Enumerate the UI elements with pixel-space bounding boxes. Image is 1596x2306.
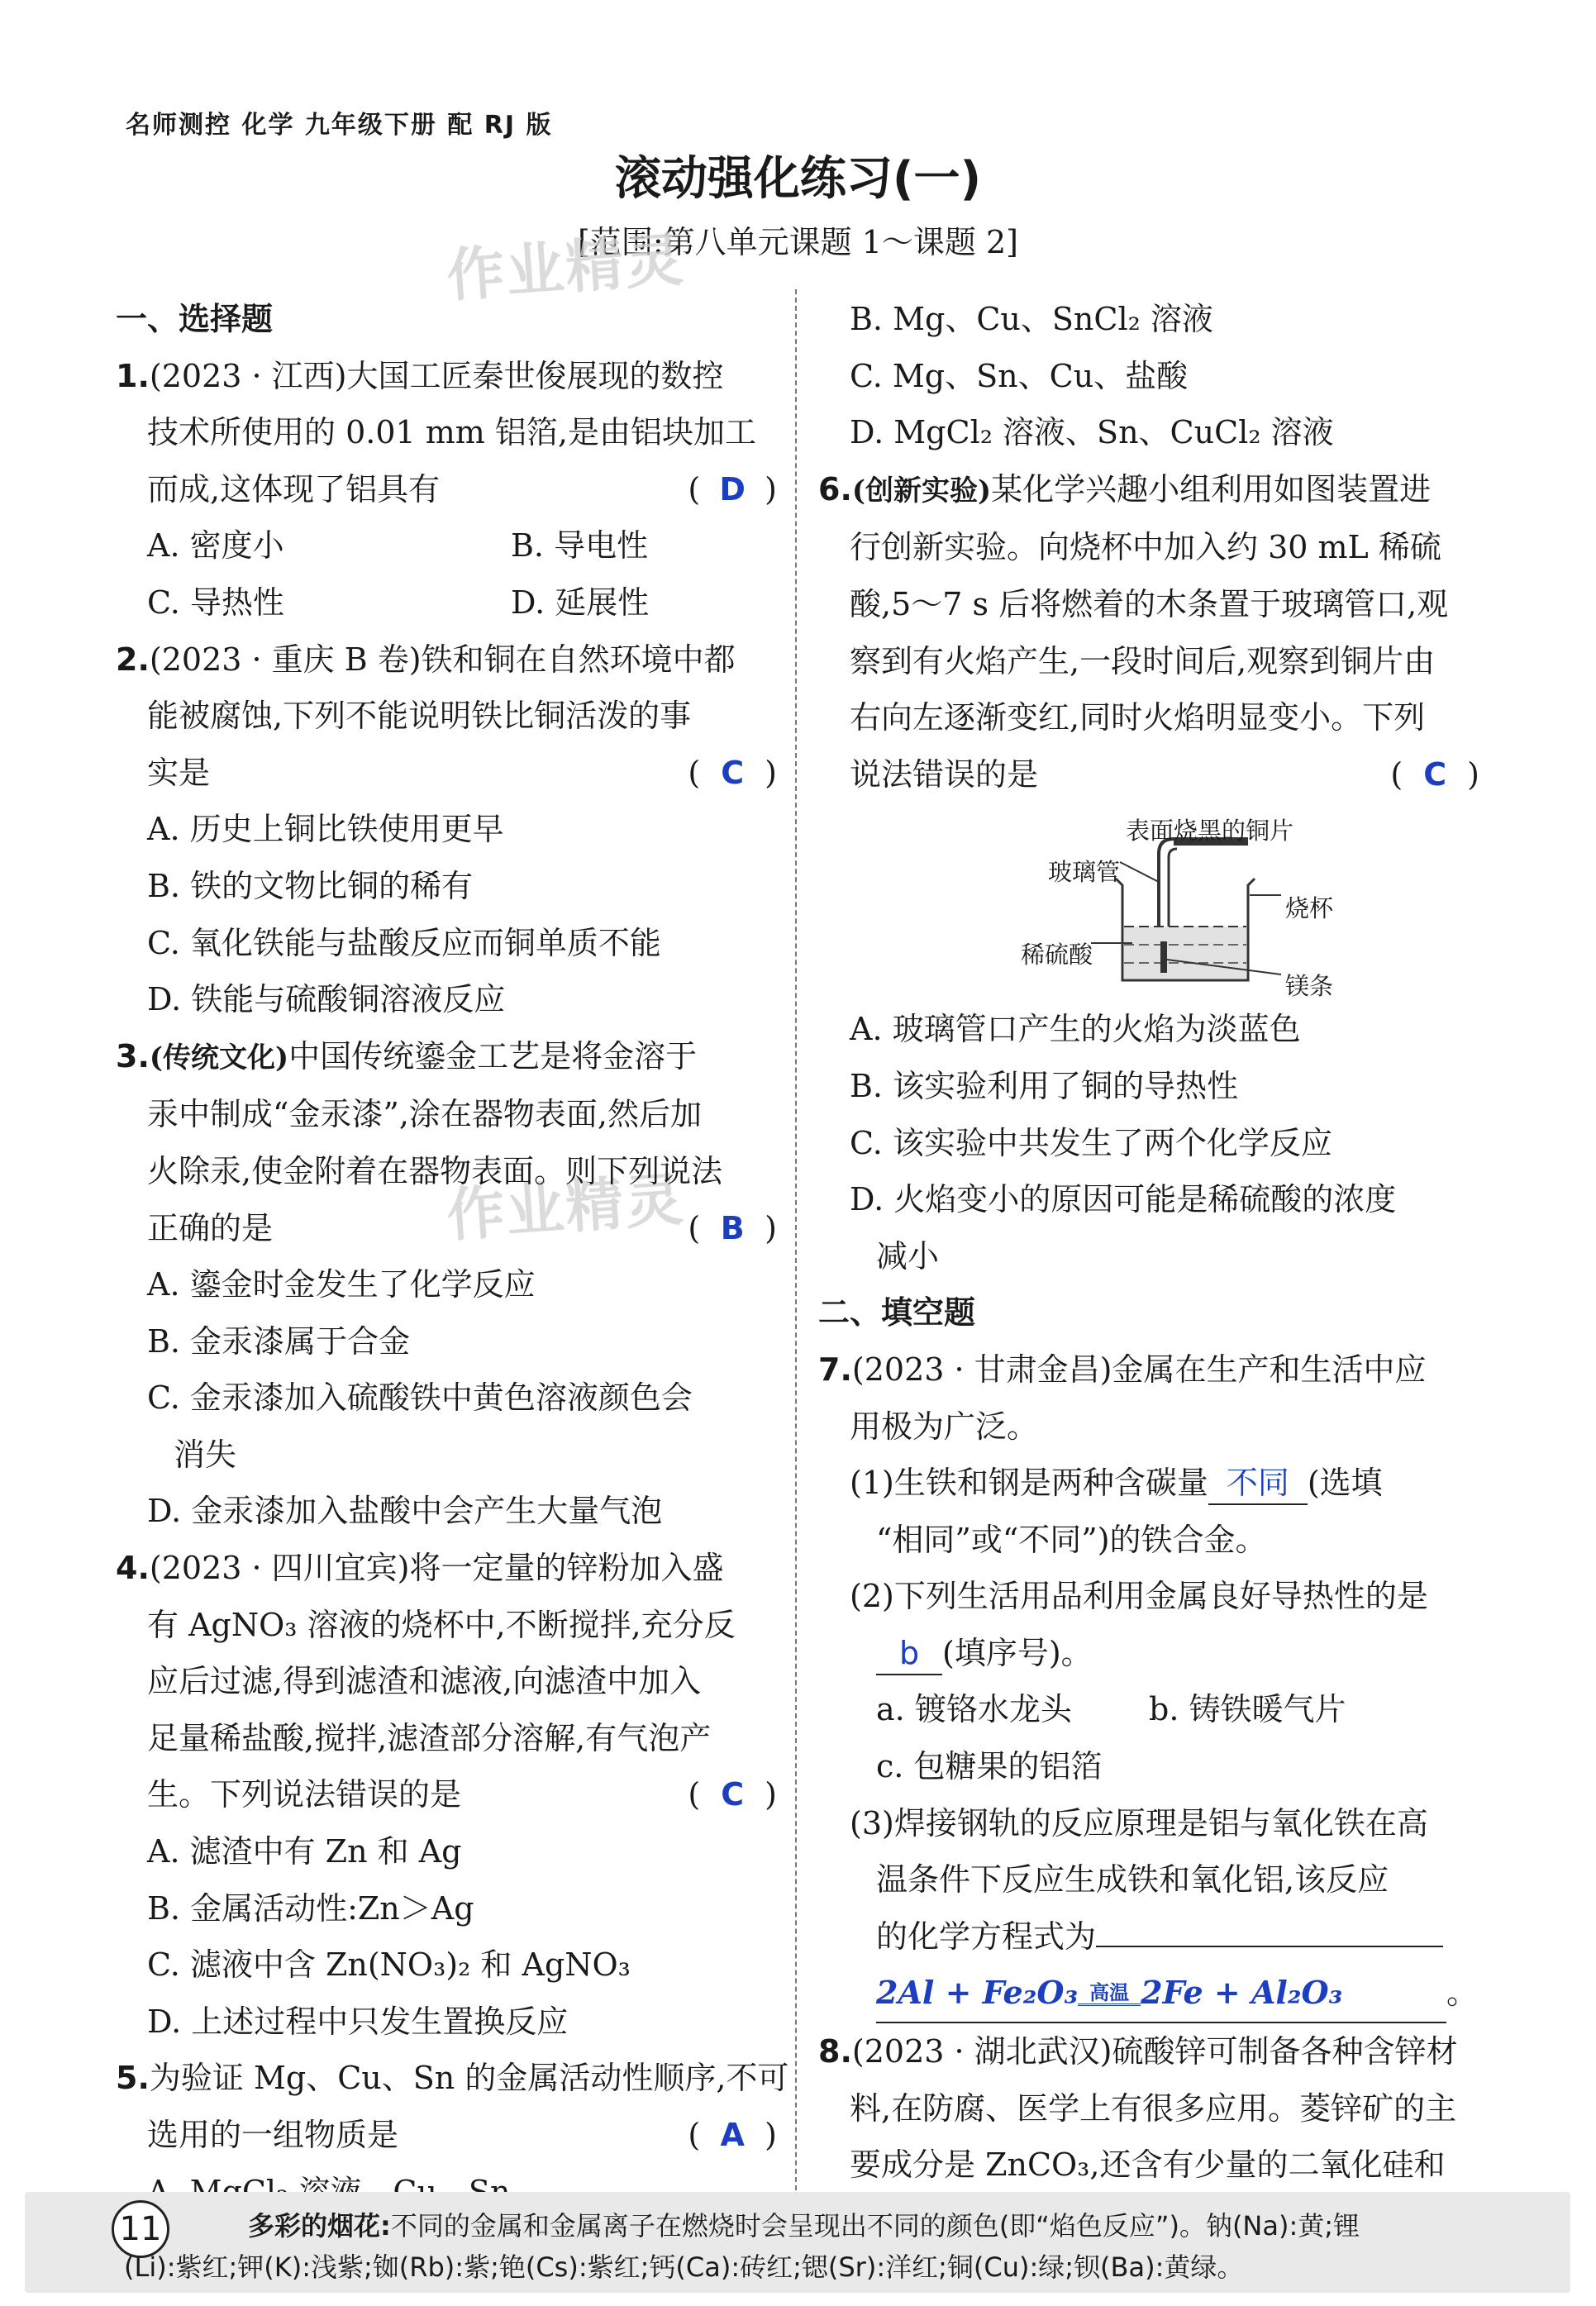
label-copper: 表面烧黑的铜片 xyxy=(1126,817,1294,846)
equals-line xyxy=(1078,2003,1141,2009)
q1-line: 技术所使用的 0.01 mm 铝箔,是由铝块加工 xyxy=(147,414,756,451)
q7-p2-answer: b xyxy=(876,1632,942,1675)
q8-number: 8. xyxy=(818,2033,852,2070)
q1-line xyxy=(116,461,777,518)
column-divider xyxy=(795,289,797,2199)
watermark: 作业精灵 xyxy=(444,226,687,310)
option: C. 该实验中共发生了两个化学反应 xyxy=(850,1124,1332,1161)
page-title: 滚动强化练习(一) xyxy=(614,152,982,206)
q6-line: 行创新实验。向烧杯中加入约 30 mL 稀硫 xyxy=(850,529,1441,566)
q8-line xyxy=(818,2023,1479,2080)
option: C. 导热性 xyxy=(147,584,284,621)
equation-left: 2Al + Fe₂O₃ xyxy=(876,1974,1079,2012)
page-number: 11 xyxy=(112,2200,169,2258)
option: D. 火焰变小的原因可能是稀硫酸的浓度 xyxy=(850,1181,1397,1218)
condition-text: 高温 xyxy=(1089,1980,1130,2005)
option: B. 该实验利用了铜的导热性 xyxy=(850,1067,1239,1104)
q5-line xyxy=(116,2050,789,2107)
q3-answer: B xyxy=(720,1209,745,1246)
q7-line xyxy=(818,1341,1479,1398)
q1-number: 1. xyxy=(116,357,150,394)
q3-line: 汞中制成“金汞漆”,涂在器物表面,然后加 xyxy=(147,1096,703,1133)
q4-line: 应后过滤,得到滤渣和滤液,向滤渣中加入 xyxy=(147,1663,702,1700)
q3-line xyxy=(116,1028,777,1087)
experiment-diagram xyxy=(818,803,1479,1001)
option: C. Mg、Sn、Cu、盐酸 xyxy=(850,357,1189,394)
q3-text: 中国传统鎏金工艺是将金溶于 xyxy=(288,1037,698,1074)
q1-line xyxy=(116,348,777,405)
q3-number: 3. xyxy=(116,1037,150,1074)
q3-tag: (传统文化) xyxy=(149,1041,289,1074)
option: C. 金汞漆加入硫酸铁中黄色溶液颜色会 xyxy=(147,1379,693,1417)
answer-bracket: ( B ) xyxy=(688,1200,777,1257)
option: D. 延展性 xyxy=(511,584,650,621)
q4-line xyxy=(116,1540,777,1597)
q7-line: 用极为广泛。 xyxy=(850,1408,1039,1445)
option: A. 玻璃管口产生的火焰为淡蓝色 xyxy=(850,1011,1301,1048)
equation-blank xyxy=(876,1965,1446,2023)
q7-equation-line xyxy=(818,1965,1479,2023)
q7-text: (选填 xyxy=(1307,1465,1383,1502)
q2-line xyxy=(116,631,777,688)
q2-text: (2023 · 重庆 B 卷)铁和铜在自然环境中都 xyxy=(149,641,736,678)
leader-line xyxy=(1120,862,1159,882)
section-heading: 一、选择题 xyxy=(116,301,274,337)
option: A. 密度小 xyxy=(147,527,284,565)
q4-line: 足量稀盐酸,搅拌,滤渣部分溶解,有气泡产 xyxy=(147,1719,712,1756)
footer-line-1 xyxy=(248,2205,1360,2243)
q1-options xyxy=(116,574,777,631)
q3-text: 正确的是 xyxy=(147,1209,274,1246)
q7-text: (1)生铁和钢是两种含碳量 xyxy=(850,1465,1208,1502)
q4-text: 生。下列说法错误的是 xyxy=(147,1776,462,1813)
q7-p1-answer: 不同 xyxy=(1208,1462,1308,1505)
option-continued: 消失 xyxy=(174,1436,237,1473)
option: C. 滤液中含 Zn(NO₃)₂ 和 AgNO₃ xyxy=(147,1946,631,1984)
q6-line: 察到有火焰产生,一段时间后,观察到铜片由 xyxy=(850,642,1436,679)
q6-line: 酸,5～7 s 后将燃着的木条置于玻璃管口,观 xyxy=(850,585,1449,622)
equation-right: 2Fe + Al₂O₃ xyxy=(1141,1974,1343,2012)
q6-line xyxy=(818,746,1479,803)
q5-line xyxy=(116,2107,777,2164)
option: B. 金汞漆属于合金 xyxy=(147,1322,411,1360)
option: B. 导电性 xyxy=(511,527,649,565)
left-column xyxy=(116,291,789,2220)
answer-bracket: ( C ) xyxy=(688,745,777,802)
option: A. 历史上铜比铁使用更早 xyxy=(147,811,504,848)
q2-number: 2. xyxy=(116,641,150,678)
option: D. 铁能与硫酸铜溶液反应 xyxy=(147,981,506,1018)
q7-text: (填序号)。 xyxy=(942,1634,1093,1671)
label-beaker: 烧杯 xyxy=(1285,894,1334,923)
answer-bracket: ( C ) xyxy=(688,1766,777,1823)
q4-line: 有 AgNO₃ 溶液的烧杯中,不断搅拌,充分反 xyxy=(147,1606,736,1643)
footer-line-2: (Li):紫红;钾(K):浅紫;铷(Rb):紫;铯(Cs):紫红;钙(Ca):砖红;锶(Sr):洋红;铜(Cu):绿;钡(Ba):黄绿。 xyxy=(124,2251,1244,2283)
q7-part3: (3)焊接钢轨的反应原理是铝与氧化铁在高 xyxy=(850,1804,1428,1841)
footer-title: 多彩的烟花: xyxy=(248,2210,391,2242)
q6-tag: (创新实验) xyxy=(851,474,992,507)
option: A. 鎏金时金发生了化学反应 xyxy=(147,1266,536,1303)
q7-part2-cont xyxy=(818,1625,1479,1682)
option-continued: 减小 xyxy=(876,1237,940,1274)
q6-line: 右向左逐渐变红,同时火焰明显变小。下列 xyxy=(850,699,1426,736)
q7-number: 7. xyxy=(818,1351,852,1388)
q6-text: 说法错误的是 xyxy=(850,755,1039,793)
magnesium-strip xyxy=(1160,941,1167,973)
q1-text: (2023 · 江西)大国工匠秦世俊展现的数控 xyxy=(149,357,724,394)
option: B. 金属活动性:Zn＞Ag xyxy=(147,1889,474,1927)
footer-text: 不同的金属和金属离子在燃烧时会呈现出不同的颜色(即“焰色反应”)。钠(Na):黄;锂 xyxy=(390,2210,1360,2242)
q5-number: 5. xyxy=(116,2060,150,2097)
q6-text: 某化学兴趣小组利用如图装置进 xyxy=(991,470,1432,507)
option: B. 铁的文物比铜的稀有 xyxy=(147,867,474,904)
q7-part3 xyxy=(818,1908,1479,1965)
option: C. 氧化铁能与盐酸反应而铜单质不能 xyxy=(147,924,661,961)
q7-part1 xyxy=(818,1455,1479,1512)
q2-line xyxy=(116,745,777,802)
q6-line xyxy=(818,461,1479,520)
q4-text: (2023 · 四川宜宾)将一定量的锌粉加入盛 xyxy=(149,1550,724,1587)
option: B. Mg、Cu、SnCl₂ 溶液 xyxy=(850,301,1213,337)
answer-bracket: ( C ) xyxy=(1390,746,1479,803)
q3-line: 火除汞,使金附着在器物表面。则下列说法 xyxy=(147,1152,723,1189)
q6-number: 6. xyxy=(818,470,852,507)
q1-options xyxy=(116,517,777,574)
answer-underline xyxy=(1096,1946,1443,1947)
period: 。 xyxy=(1446,1975,1479,2012)
option: c. 包糖果的铝箔 xyxy=(876,1748,1103,1785)
option: b. 铸铁暖气片 xyxy=(1149,1691,1346,1728)
label-tube: 玻璃管 xyxy=(1048,858,1121,887)
q4-answer: C xyxy=(721,1776,745,1813)
right-column xyxy=(818,291,1479,2194)
label-acid: 稀硫酸 xyxy=(1021,941,1093,970)
q7-part1-cont: “相同”或“不同”)的铁合金。 xyxy=(876,1521,1267,1558)
q4-number: 4. xyxy=(116,1550,150,1587)
book-header: 名师测控 化学 九年级下册 配 RJ 版 xyxy=(126,111,553,140)
q4-line xyxy=(116,1766,777,1823)
range-note: [范围:第八单元课题 1～课题 2] xyxy=(578,224,1018,260)
watermark: 作业精灵 xyxy=(444,1165,687,1250)
q8-line: 料,在防腐、医学上有很多应用。菱锌矿的主 xyxy=(850,2089,1457,2127)
acid-liquid xyxy=(1124,927,1246,979)
option: a. 镀铬水龙头 xyxy=(876,1691,1072,1728)
option: D. 金汞漆加入盐酸中会产生大量气泡 xyxy=(147,1493,663,1530)
q6-answer: C xyxy=(1423,755,1447,793)
reaction-condition xyxy=(1078,1982,1141,2009)
q3-line xyxy=(116,1200,777,1257)
section-heading: 二、填空题 xyxy=(818,1294,976,1332)
q7-part3: 温条件下反应生成铁和氧化铝,该反应 xyxy=(876,1861,1389,1899)
option: D. 上述过程中只发生置换反应 xyxy=(147,2003,569,2040)
q8-text: (2023 · 湖北武汉)硫酸锌可制备各种含锌材 xyxy=(851,2033,1458,2070)
option: A. 滤渣中有 Zn 和 Ag xyxy=(147,1833,462,1870)
q7-text: (2023 · 甘肃金昌)金属在生产和生活中应 xyxy=(851,1351,1427,1388)
answer-bracket: ( D ) xyxy=(688,461,777,518)
q5-answer: A xyxy=(720,2117,745,2153)
answer-bracket: ( A ) xyxy=(688,2107,777,2164)
option: D. MgCl₂ 溶液、Sn、CuCl₂ 溶液 xyxy=(850,414,1334,451)
q2-answer: C xyxy=(721,754,745,791)
q1-text: 而成,这体现了铝具有 xyxy=(147,470,441,507)
q1-answer: D xyxy=(719,470,746,507)
q7-text: 的化学方程式为 xyxy=(876,1918,1097,1955)
q7-part2: (2)下列生活用品利用金属良好导热性的是 xyxy=(850,1578,1428,1615)
q5-text: 选用的一组物质是 xyxy=(147,2117,399,2153)
q2-text: 实是 xyxy=(147,754,211,791)
q5-text: 为验证 Mg、Cu、Sn 的金属活动性顺序,不可 xyxy=(149,2060,789,2097)
q7-p2-options xyxy=(818,1681,1479,1738)
q8-line: 要成分是 ZnCO₃,还含有少量的二氧化硅和 xyxy=(850,2146,1446,2184)
q2-line: 能被腐蚀,下列不能说明铁比铜活泼的事 xyxy=(147,698,692,735)
label-mg: 镁条 xyxy=(1285,972,1334,1001)
